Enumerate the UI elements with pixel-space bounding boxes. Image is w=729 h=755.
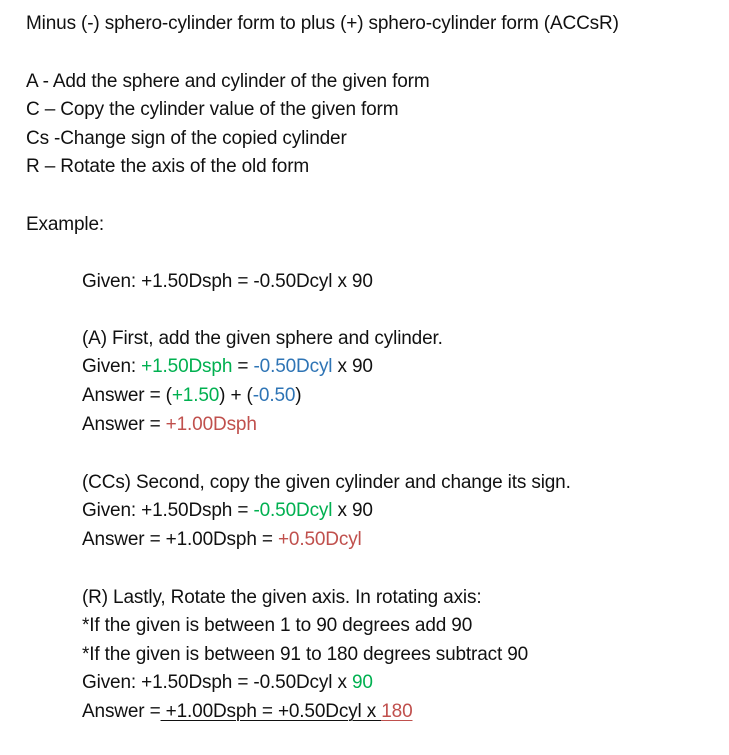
example-label: Example:	[26, 214, 105, 235]
step-r-rule-1: *If the given is between 1 to 90 degrees add 90	[82, 615, 473, 636]
given-axis: x 90	[332, 356, 373, 377]
given-axis: 90	[351, 672, 373, 693]
answer-cylinder: +0.50Dcyl	[277, 529, 362, 550]
answer-body: +1.00Dsph = +0.50Dcyl x	[160, 701, 382, 722]
equals: =	[232, 356, 254, 377]
step-a-calculation	[82, 384, 301, 408]
step-ccs-given	[82, 499, 373, 523]
calc-sphere: +1.50	[171, 385, 220, 406]
document-title: Minus (-) sphero-cylinder form to plus (+) sphero-cylinder form (ACCsR)	[26, 13, 619, 34]
calc-cylinder: -0.50	[252, 385, 296, 406]
mnemonic-item-a: A - Add the sphere and cylinder of the given form	[26, 71, 430, 92]
given-prefix: Given: +1.50Dsph =	[82, 500, 254, 521]
step-r-given	[82, 671, 373, 695]
mnemonic-item-r: R – Rotate the axis of the old form	[26, 156, 310, 177]
step-a-answer	[82, 413, 257, 437]
given-cylinder: -0.50Dcyl	[253, 500, 333, 521]
answer-prefix: Answer = +1.00Dsph =	[82, 529, 278, 550]
answer-prefix: Answer =	[82, 414, 166, 435]
given-axis: x 90	[332, 500, 373, 521]
answer-prefix: Answer =	[82, 701, 161, 722]
calc-mid: ) + (	[219, 385, 253, 406]
calc-prefix: Answer = (	[82, 385, 172, 406]
answer-sphere: +1.00Dsph	[165, 414, 257, 435]
step-r-answer	[82, 700, 413, 724]
step-ccs-heading: (CCs) Second, copy the given cylinder and change its sign.	[82, 472, 571, 493]
given-prefix: Given: +1.50Dsph = -0.50Dcyl x	[82, 672, 352, 693]
step-r-rule-2: *If the given is between 91 to 180 degrees subtract 90	[82, 644, 529, 665]
step-ccs-answer	[82, 528, 362, 552]
mnemonic-item-cs: Cs -Change sign of the copied cylinder	[26, 128, 347, 149]
step-a-heading: (A) First, add the given sphere and cylinder.	[82, 328, 443, 349]
mnemonic-item-c: C – Copy the cylinder value of the given form	[26, 99, 399, 120]
answer-axis: 180	[381, 701, 413, 722]
example-given: Given: +1.50Dsph = -0.50Dcyl x 90	[82, 271, 373, 292]
step-r-heading: (R) Lastly, Rotate the given axis. In rotating axis:	[82, 587, 482, 608]
given-cylinder: -0.50Dcyl	[253, 356, 333, 377]
given-sphere: +1.50Dsph	[141, 356, 233, 377]
calc-end: )	[295, 385, 302, 406]
given-prefix: Given:	[82, 356, 142, 377]
step-a-given	[82, 355, 373, 379]
